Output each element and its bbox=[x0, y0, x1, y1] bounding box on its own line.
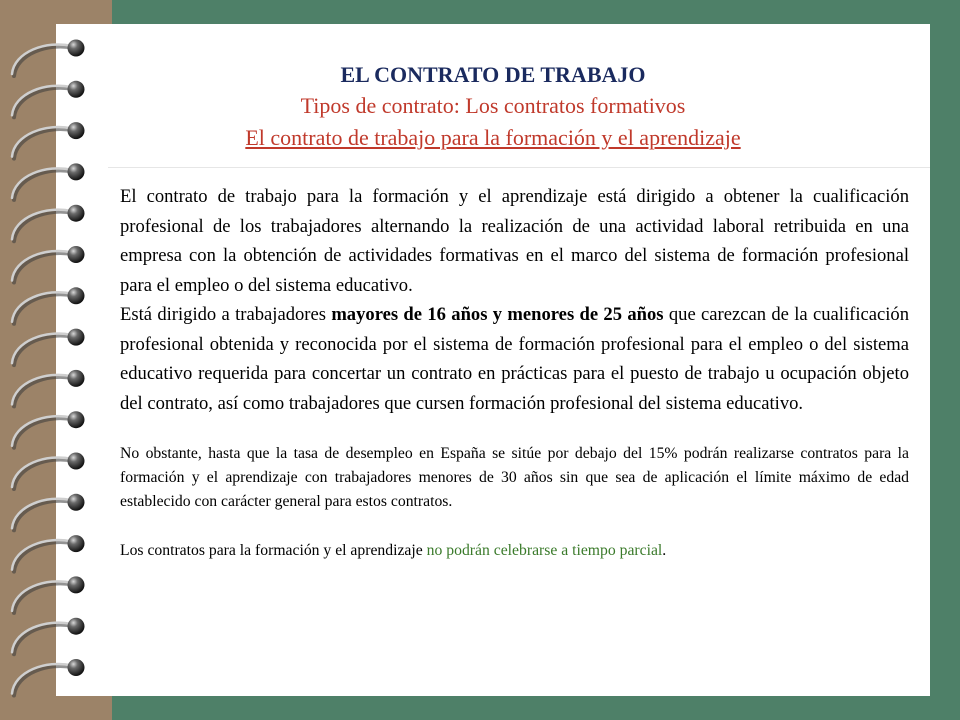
binding-ring bbox=[12, 659, 85, 696]
part-time-restriction: no podrán celebrarse a tiempo parcial bbox=[426, 541, 663, 559]
binding-ring bbox=[12, 576, 85, 613]
binding-ring bbox=[12, 163, 85, 200]
binding-ring bbox=[12, 370, 85, 407]
binding-ring bbox=[12, 287, 85, 324]
paragraph-part-time bbox=[120, 539, 909, 563]
binding-ring bbox=[12, 205, 85, 242]
binding-ring bbox=[12, 535, 85, 572]
p2-text-before: Está dirigido a trabajadores bbox=[120, 304, 332, 325]
binding-ring bbox=[12, 411, 85, 448]
paragraph-exception: No obstante, hasta que la tasa de desempleo en España se sitúe por debajo del 15% podrán realizarse contratos para la formación y el aprendizaje con trabajadores menores de 30 años sin que sea de aplicación el límite máximo de edad establecido con carácter general para estos contratos. bbox=[120, 445, 909, 511]
p4-text-after: . bbox=[662, 541, 667, 559]
binding-ring bbox=[12, 246, 85, 283]
title-divider bbox=[108, 167, 930, 168]
p4-text-before: Los contratos para la formación y el aprendizaje bbox=[120, 541, 427, 559]
title-block bbox=[56, 60, 930, 154]
page-subtitle: Tipos de contrato: Los contratos formativos bbox=[300, 93, 686, 118]
page-title: EL CONTRATO DE TRABAJO bbox=[340, 62, 646, 87]
paragraph-definition: El contrato de trabajo para la formación y el aprendizaje está dirigido a obtener la cualificación profesional de los trabajadores alternando la realización de una actividad laboral retribuida en una empresa con la obtención de actividades formativas en el marco del sistema de formación profesional para el empleo o del sistema educativo. bbox=[120, 186, 909, 296]
body-content bbox=[120, 182, 909, 563]
p2-text-after: que carezcan de la cualificación profesional obtenida y reconocida por el sistema de formación profesional para el empleo o del sistema educativo requerida para concertar un contrato en prácticas para el puesto de trabajo u ocupación objeto del contrato, así como trabajadores que cursen formación profesional del sistema educativo. bbox=[120, 304, 910, 414]
binding-ring bbox=[12, 618, 85, 655]
binding-ring bbox=[12, 453, 85, 490]
paragraph-target-workers bbox=[120, 300, 909, 418]
age-range-emphasis: mayores de 16 años y menores de 25 años bbox=[331, 304, 664, 325]
section-link[interactable]: El contrato de trabajo para la formación y el aprendizaje bbox=[245, 125, 741, 150]
binding-ring bbox=[12, 494, 85, 531]
binding-ring bbox=[12, 329, 85, 366]
